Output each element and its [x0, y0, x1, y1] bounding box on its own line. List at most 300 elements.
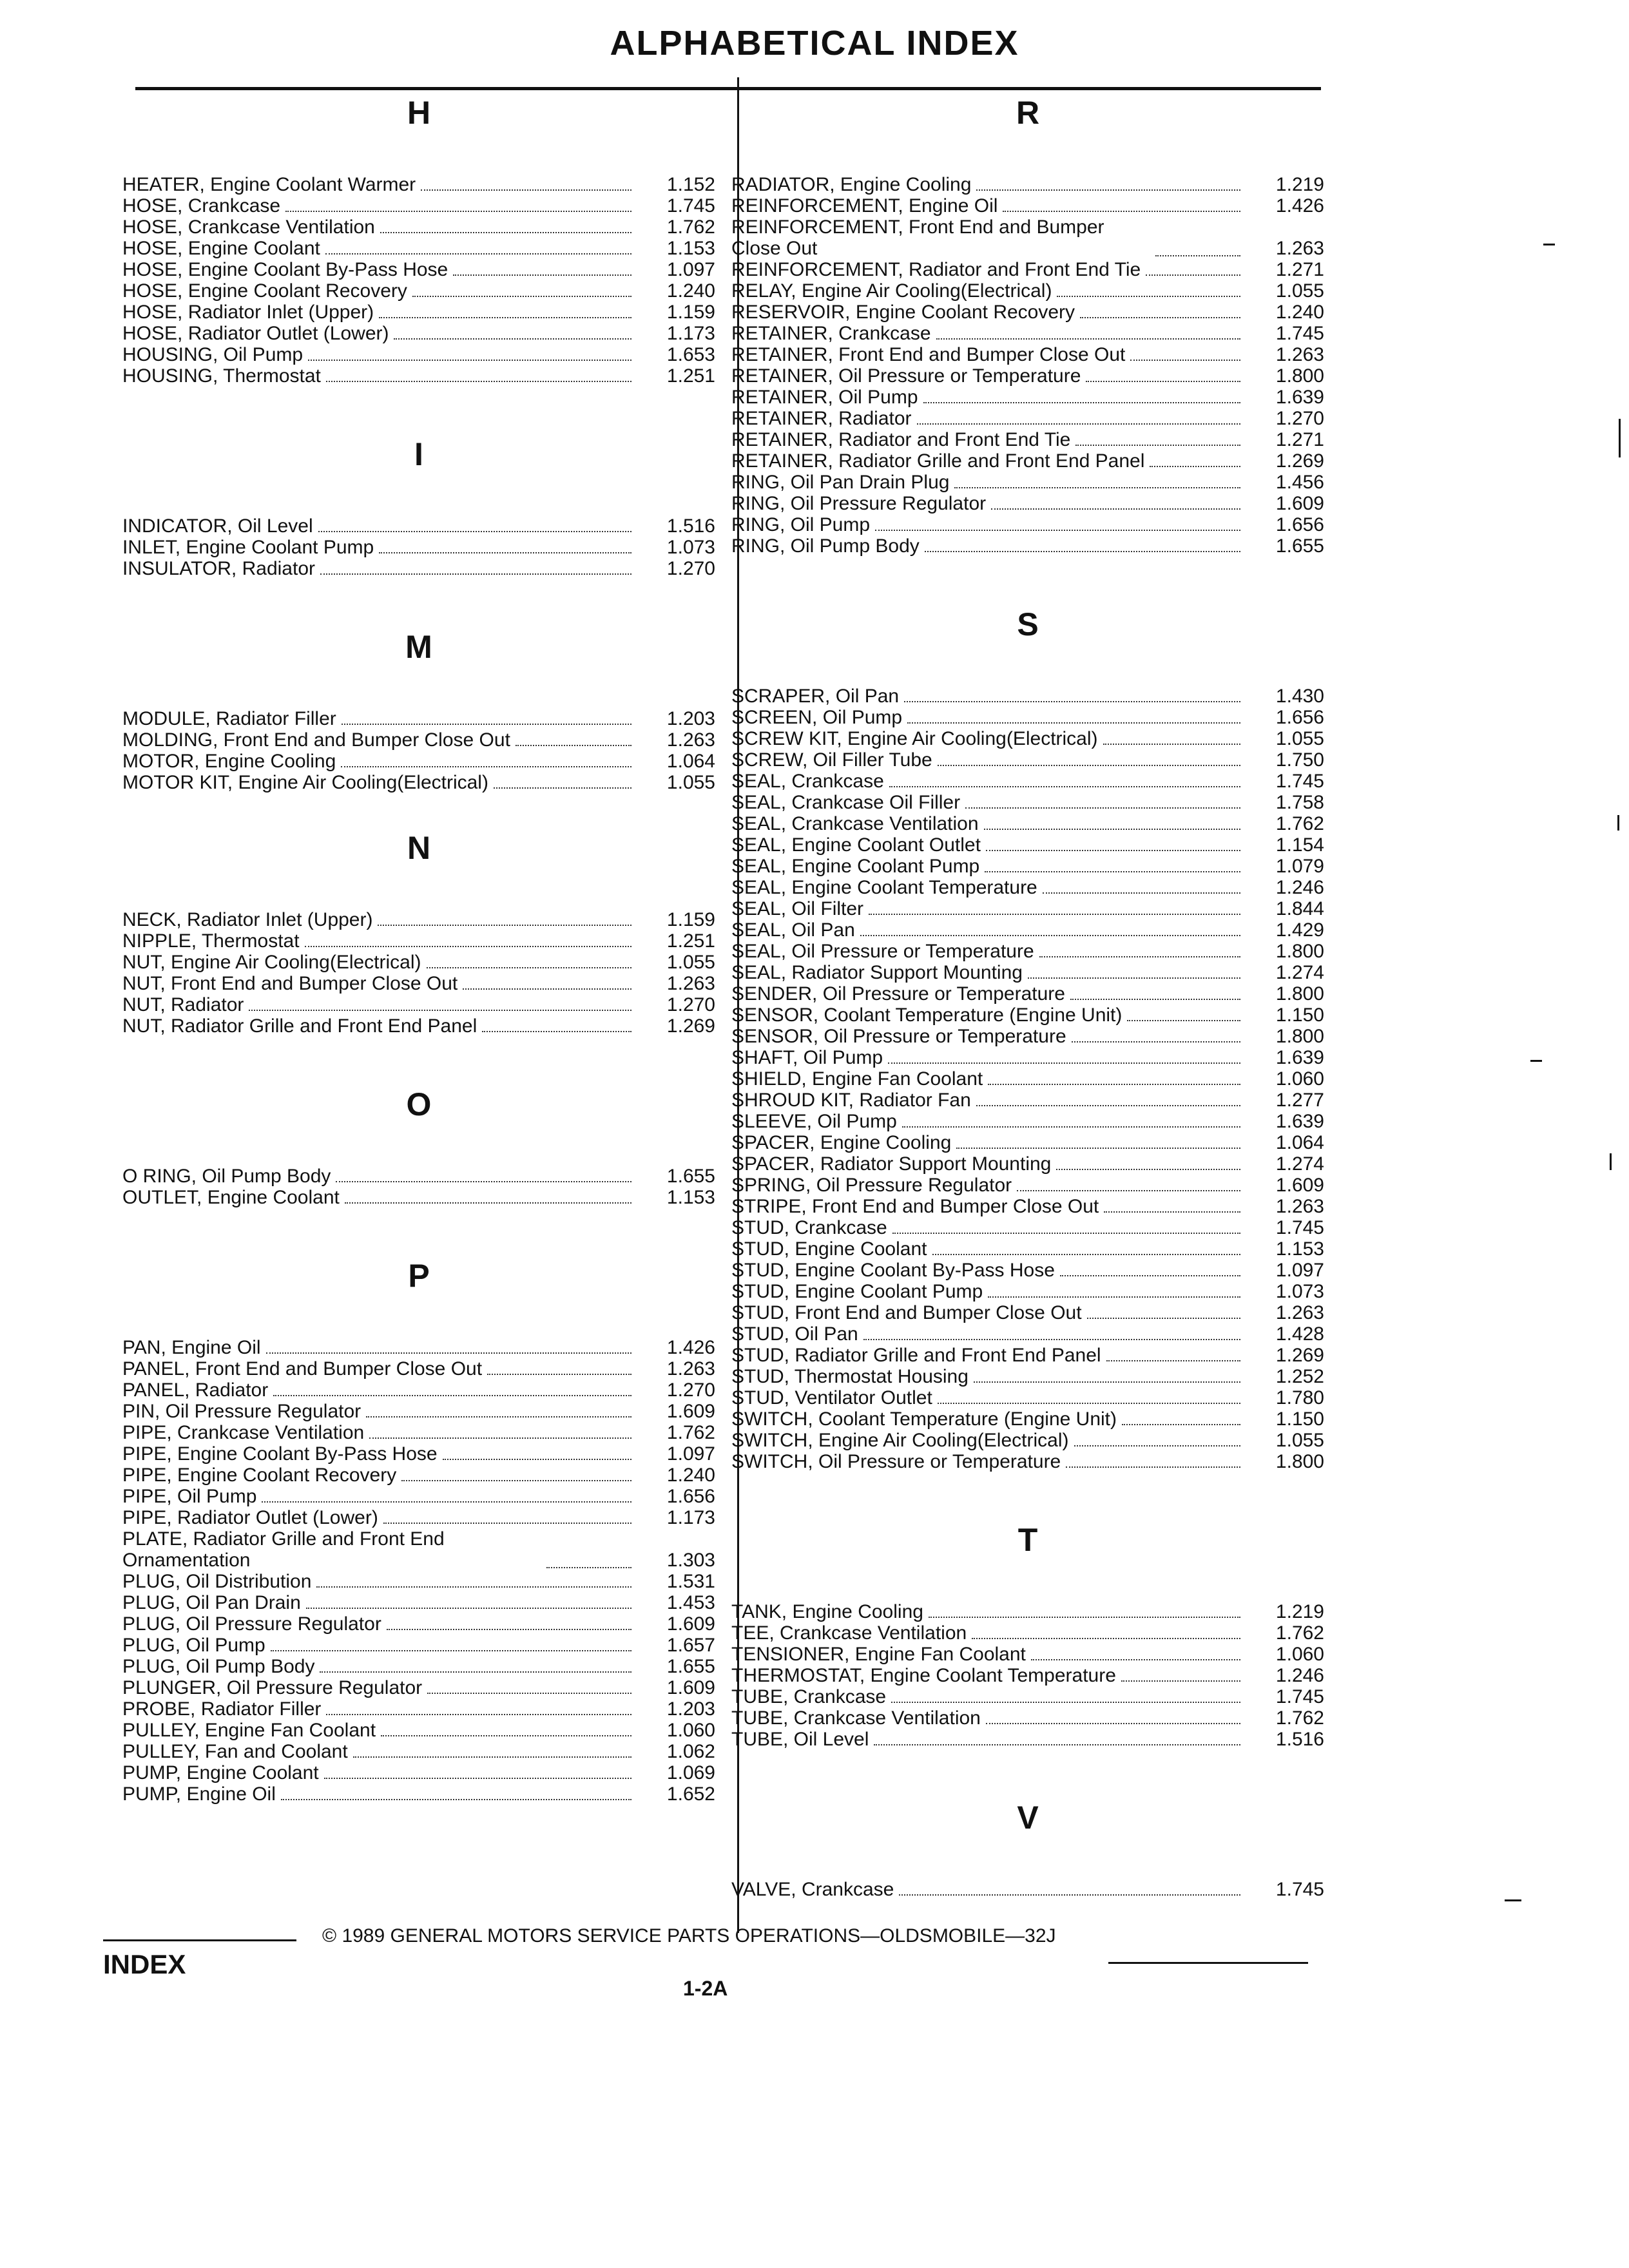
left-column [122, 84, 715, 1805]
index-entry [731, 472, 1324, 493]
index-section [731, 1511, 1324, 1750]
entry-reference: 1.762 [666, 1422, 715, 1443]
entry-name: PUMP, Engine Coolant [122, 1762, 319, 1783]
index-entry [122, 1571, 715, 1592]
dot-leader [938, 758, 1240, 766]
dot-leader [1150, 459, 1240, 467]
index-entry [731, 1345, 1324, 1366]
dot-leader [1070, 992, 1240, 1000]
entry-name: VALVE, Crankcase [731, 1879, 894, 1900]
entry-name: PLUG, Oil Distribution [122, 1571, 312, 1592]
dot-leader [899, 1888, 1240, 1896]
index-entry [731, 365, 1324, 387]
entry-reference: 1.274 [1275, 962, 1324, 983]
entry-reference: 1.762 [1275, 813, 1324, 834]
index-entry [122, 1677, 715, 1698]
index-entry [731, 1601, 1324, 1622]
entry-reference: 1.456 [1275, 472, 1324, 493]
dot-leader [394, 332, 631, 340]
entry-reference: 1.762 [666, 216, 715, 238]
dot-leader [305, 939, 631, 947]
index-entry [731, 728, 1324, 749]
entry-reference: 1.159 [666, 302, 715, 323]
entry-reference: 1.653 [666, 344, 715, 365]
dot-leader [976, 1099, 1240, 1106]
dot-leader [891, 1695, 1240, 1703]
entry-name: SCREW KIT, Engine Air Cooling(Electrical) [731, 728, 1098, 749]
index-entry [122, 216, 715, 238]
entry-name: MOTOR, Engine Cooling [122, 751, 336, 772]
dot-leader [986, 843, 1240, 851]
dot-leader [306, 1601, 631, 1609]
entry-name: SHROUD KIT, Radiator Fan [731, 1090, 971, 1111]
entry-name: RADIATOR, Engine Cooling [731, 174, 972, 195]
dot-leader [379, 311, 631, 318]
dot-leader [1127, 1014, 1240, 1021]
entry-name: SEAL, Radiator Support Mounting [731, 962, 1023, 983]
entry-name: RETAINER, Oil Pump [731, 387, 918, 408]
entry-reference: 1.203 [666, 1698, 715, 1720]
index-entry [122, 537, 715, 558]
index-section [122, 84, 715, 387]
index-entry [731, 1366, 1324, 1387]
dot-leader [869, 907, 1240, 915]
entry-reference: 1.652 [666, 1783, 715, 1805]
index-entry [122, 1337, 715, 1358]
entry-name: STUD, Engine Coolant Pump [731, 1281, 983, 1302]
index-entry [122, 1187, 715, 1208]
dot-leader [1039, 950, 1240, 957]
entry-reference: 1.655 [666, 1656, 715, 1677]
entry-name: INDICATOR, Oil Level [122, 515, 313, 537]
entry-reference: 1.655 [666, 1166, 715, 1187]
dot-leader [902, 1120, 1240, 1128]
index-entry [731, 1111, 1324, 1132]
entry-name: SCREEN, Oil Pump [731, 707, 903, 728]
entry-reference: 1.153 [666, 1187, 715, 1208]
index-entry [122, 930, 715, 952]
entry-name: INSULATOR, Radiator [122, 558, 315, 579]
index-entry [731, 302, 1324, 323]
entry-reference: 1.609 [666, 1613, 715, 1635]
entry-name: PUMP, Engine Oil [122, 1783, 276, 1805]
section-letter: M [405, 629, 432, 665]
entry-reference: 1.609 [1275, 493, 1324, 514]
entry-reference: 1.159 [666, 909, 715, 930]
dot-leader [907, 716, 1240, 724]
dot-leader [381, 1729, 631, 1736]
dot-leader [401, 1474, 631, 1481]
dot-leader [271, 1644, 631, 1651]
dot-leader [320, 1665, 631, 1673]
entry-name: NUT, Engine Air Cooling(Electrical) [122, 952, 421, 973]
section-letter: S [1017, 606, 1039, 642]
dot-leader [1130, 353, 1240, 361]
index-entry [731, 1238, 1324, 1260]
entry-name: STUD, Engine Coolant [731, 1238, 927, 1260]
entry-reference: 1.609 [666, 1677, 715, 1698]
index-entry [122, 1358, 715, 1379]
entry-reference: 1.780 [1275, 1387, 1324, 1408]
entry-reference: 1.203 [666, 708, 715, 729]
entry-name: PIN, Oil Pressure Regulator [122, 1401, 361, 1422]
index-entry [731, 792, 1324, 813]
dot-leader [336, 1175, 631, 1182]
index-entry [731, 387, 1324, 408]
entry-name: RETAINER, Radiator Grille and Front End Panel [731, 450, 1145, 472]
dot-leader [956, 1141, 1240, 1149]
footer-rule-right [1108, 1962, 1308, 1964]
index-section [731, 595, 1324, 1472]
entry-reference: 1.064 [666, 751, 715, 772]
entry-name: STUD, Thermostat Housing [731, 1366, 969, 1387]
entry-reference: 1.609 [1275, 1175, 1324, 1196]
index-section [122, 1247, 715, 1805]
dot-leader [1155, 249, 1240, 256]
dot-leader [986, 1716, 1240, 1724]
dot-leader [904, 695, 1240, 702]
dot-leader [427, 1686, 631, 1694]
index-section [122, 425, 715, 579]
index-entry [122, 1507, 715, 1528]
index-entry [731, 1644, 1324, 1665]
entry-name: STUD, Ventilator Outlet [731, 1387, 932, 1408]
entry-reference: 1.656 [1275, 514, 1324, 535]
entry-name: NUT, Radiator Grille and Front End Panel [122, 1015, 477, 1037]
entry-name: PLUG, Oil Pressure Regulator [122, 1613, 381, 1635]
entry-reference: 1.426 [666, 1337, 715, 1358]
entry-name: SPACER, Radiator Support Mounting [731, 1153, 1052, 1175]
index-entry [731, 429, 1324, 450]
index-entry [731, 707, 1324, 728]
dot-leader [463, 982, 631, 990]
entry-name: SEAL, Engine Coolant Pump [731, 856, 980, 877]
entry-name: NUT, Front End and Bumper Close Out [122, 973, 458, 994]
entry-reference: 1.609 [666, 1401, 715, 1422]
entry-name: PULLEY, Engine Fan Coolant [122, 1720, 376, 1741]
dot-leader [991, 502, 1240, 510]
entry-name: SENSOR, Oil Pressure or Temperature [731, 1026, 1066, 1047]
entry-name: PAN, Engine Oil [122, 1337, 261, 1358]
entry-name: SENDER, Oil Pressure or Temperature [731, 983, 1065, 1004]
entry-name: TANK, Engine Cooling [731, 1601, 923, 1622]
entry-reference: 1.219 [1275, 174, 1324, 195]
dot-leader [889, 780, 1240, 787]
entry-name: SPACER, Engine Cooling [731, 1132, 952, 1153]
entry-name: SWITCH, Coolant Temperature (Engine Unit) [731, 1408, 1117, 1430]
dot-leader [1121, 1674, 1240, 1682]
dot-leader [427, 961, 631, 968]
index-entry [731, 1004, 1324, 1026]
entry-name: PLUNGER, Oil Pressure Regulator [122, 1677, 423, 1698]
index-entry [731, 749, 1324, 771]
entry-reference: 1.639 [1275, 1047, 1324, 1068]
index-entry [731, 1729, 1324, 1750]
entry-reference: 1.060 [666, 1720, 715, 1741]
index-entry [731, 1132, 1324, 1153]
dot-leader [366, 1410, 631, 1418]
dot-leader [1056, 1162, 1240, 1170]
index-entry [731, 1879, 1324, 1900]
dot-leader [938, 1396, 1240, 1404]
dot-leader [954, 481, 1240, 488]
dot-leader [1066, 1460, 1240, 1468]
dot-leader [273, 1389, 631, 1396]
entry-name: INLET, Engine Coolant Pump [122, 537, 374, 558]
entry-reference: 1.271 [1275, 259, 1324, 280]
entry-reference: 1.745 [1275, 323, 1324, 344]
index-entry [122, 1592, 715, 1613]
dot-leader [378, 918, 631, 926]
entry-reference: 1.531 [666, 1571, 715, 1592]
index-entry [731, 1026, 1324, 1047]
entry-reference: 1.270 [666, 994, 715, 1015]
dot-leader [1017, 1184, 1240, 1191]
index-entry [731, 174, 1324, 195]
entry-reference: 1.263 [666, 729, 715, 751]
index-entry [122, 238, 715, 259]
index-section [122, 618, 715, 793]
dot-leader [974, 1375, 1240, 1383]
entry-name: STUD, Front End and Bumper Close Out [731, 1302, 1082, 1323]
index-entry [122, 365, 715, 387]
index-entry [731, 1408, 1324, 1430]
entry-name: RETAINER, Oil Pressure or Temperature [731, 365, 1081, 387]
index-entry [731, 983, 1324, 1004]
index-entry [122, 302, 715, 323]
entry-reference: 1.150 [1275, 1408, 1324, 1430]
dot-leader [421, 183, 631, 191]
index-entry [731, 450, 1324, 472]
entry-reference: 1.516 [666, 515, 715, 537]
dot-leader [380, 226, 631, 233]
entry-name: PANEL, Front End and Bumper Close Out [122, 1358, 483, 1379]
dot-leader [482, 1024, 631, 1032]
dot-leader [1075, 438, 1240, 446]
index-entry [122, 1486, 715, 1507]
entry-name: REINFORCEMENT, Engine Oil [731, 195, 998, 216]
index-entry [122, 973, 715, 994]
entry-reference: 1.073 [1275, 1281, 1324, 1302]
entry-reference: 1.657 [666, 1635, 715, 1656]
index-entry [731, 686, 1324, 707]
entry-reference: 1.656 [666, 1486, 715, 1507]
entry-name: RING, Oil Pump [731, 514, 871, 535]
index-entry [731, 323, 1324, 344]
entry-name: SEAL, Crankcase Oil Filler [731, 792, 961, 813]
entry-name: MOTOR KIT, Engine Air Cooling(Electrical) [122, 772, 488, 793]
entry-name: HOSE, Crankcase Ventilation [122, 216, 375, 238]
entry-name: PULLEY, Fan and Coolant [122, 1741, 348, 1762]
index-entry [122, 1528, 715, 1571]
entry-reference: 1.055 [666, 772, 715, 793]
entry-name: TEE, Crankcase Ventilation [731, 1622, 967, 1644]
entry-reference: 1.270 [666, 558, 715, 579]
index-entry [122, 344, 715, 365]
section-letter: H [407, 95, 431, 131]
index-entry [122, 1762, 715, 1783]
dot-leader [249, 1003, 631, 1011]
dot-leader [1104, 1205, 1240, 1213]
index-entry [122, 1613, 715, 1635]
dot-leader [1146, 268, 1240, 276]
dot-leader [1031, 1653, 1240, 1660]
index-entry [731, 1153, 1324, 1175]
dot-leader [383, 1516, 631, 1524]
index-entry [122, 1720, 715, 1741]
scan-mark [1505, 1899, 1521, 1901]
entry-reference: 1.097 [666, 259, 715, 280]
entry-name: MOLDING, Front End and Bumper Close Out [122, 729, 510, 751]
dot-leader [326, 1707, 631, 1715]
entry-reference: 1.800 [1275, 1451, 1324, 1472]
dot-leader [1086, 374, 1240, 382]
index-entry [731, 1281, 1324, 1302]
entry-reference: 1.263 [1275, 1196, 1324, 1217]
entry-reference: 1.800 [1275, 1026, 1324, 1047]
entry-reference: 1.263 [1275, 1302, 1324, 1323]
footer-rule-left [103, 1939, 296, 1941]
dot-leader [863, 1332, 1240, 1340]
dot-leader [341, 760, 631, 767]
index-entry [122, 195, 715, 216]
entry-name: PROBE, Radiator Filler [122, 1698, 322, 1720]
entry-name: O RING, Oil Pump Body [122, 1166, 331, 1187]
section-letter: V [1017, 1800, 1039, 1836]
index-entry [731, 1196, 1324, 1217]
entry-reference: 1.055 [1275, 280, 1324, 302]
dot-leader [1103, 737, 1240, 745]
entry-reference: 1.150 [1275, 1004, 1324, 1026]
index-entry [122, 1783, 715, 1805]
entry-name: PANEL, Radiator [122, 1379, 269, 1401]
index-entry [731, 1451, 1324, 1472]
entry-name: RETAINER, Radiator [731, 408, 912, 429]
index-entry [122, 751, 715, 772]
entry-reference: 1.745 [1275, 1217, 1324, 1238]
index-entry [731, 1090, 1324, 1111]
entry-name: STUD, Oil Pan [731, 1323, 858, 1345]
index-entry [122, 515, 715, 537]
dot-leader [1080, 311, 1240, 318]
entry-reference: 1.152 [666, 174, 715, 195]
entry-name: STUD, Engine Coolant By-Pass Hose [731, 1260, 1055, 1281]
dot-leader [892, 1226, 1240, 1234]
entry-reference: 1.055 [666, 952, 715, 973]
entry-reference: 1.639 [1275, 1111, 1324, 1132]
index-entry [731, 1260, 1324, 1281]
entry-reference: 1.270 [1275, 408, 1324, 429]
entry-reference: 1.060 [1275, 1644, 1324, 1665]
dot-leader [316, 1580, 631, 1588]
index-entry [731, 1387, 1324, 1408]
entry-reference: 1.428 [1275, 1323, 1324, 1345]
entry-name: RETAINER, Crankcase [731, 323, 931, 344]
dot-leader [1074, 1439, 1241, 1446]
dot-leader [888, 1056, 1240, 1064]
entry-reference: 1.263 [1275, 344, 1324, 365]
dot-leader [353, 1750, 631, 1758]
entry-name: SLEEVE, Oil Pump [731, 1111, 897, 1132]
entry-reference: 1.246 [1275, 1665, 1324, 1686]
entry-name: PLATE, Radiator Grille and Front End Ornamentation [122, 1528, 445, 1571]
dot-leader [875, 523, 1240, 531]
entry-reference: 1.173 [666, 1507, 715, 1528]
entry-reference: 1.153 [666, 238, 715, 259]
entry-reference: 1.303 [666, 1550, 715, 1571]
entry-name: RETAINER, Radiator and Front End Tie [731, 429, 1071, 450]
index-entry [731, 834, 1324, 856]
index-section [122, 1075, 715, 1208]
page-title: ALPHABETICAL INDEX [610, 24, 1019, 62]
entry-name: TUBE, Oil Level [731, 1729, 869, 1750]
entry-name: STUD, Radiator Grille and Front End Panel [731, 1345, 1101, 1366]
entry-reference: 1.062 [666, 1741, 715, 1762]
dot-leader [308, 353, 631, 361]
entry-reference: 1.269 [1275, 1345, 1324, 1366]
entry-reference: 1.429 [1275, 919, 1324, 941]
index-entry [731, 1068, 1324, 1090]
dot-leader [860, 928, 1240, 936]
index-entry [122, 558, 715, 579]
index-entry [122, 280, 715, 302]
entry-reference: 1.655 [1275, 535, 1324, 557]
index-entry [731, 1302, 1324, 1323]
index-entry [122, 1635, 715, 1656]
entry-reference: 1.263 [666, 1358, 715, 1379]
index-entry [122, 708, 715, 729]
dot-leader [281, 1792, 631, 1800]
index-entry [122, 994, 715, 1015]
entry-name: PIPE, Oil Pump [122, 1486, 257, 1507]
entry-name: SHAFT, Oil Pump [731, 1047, 883, 1068]
dot-leader [965, 801, 1240, 809]
dot-leader [487, 1367, 631, 1375]
index-entry [731, 1217, 1324, 1238]
entry-reference: 1.745 [666, 195, 715, 216]
dot-leader [266, 1346, 631, 1354]
index-entry [731, 941, 1324, 962]
entry-name: HOUSING, Thermostat [122, 365, 321, 387]
dot-leader [923, 396, 1241, 403]
entry-name: SHIELD, Engine Fan Coolant [731, 1068, 983, 1090]
entry-reference: 1.064 [1275, 1132, 1324, 1153]
entry-name: HOSE, Radiator Outlet (Lower) [122, 323, 389, 344]
dot-leader [1106, 1354, 1240, 1361]
entry-name: RING, Oil Pressure Regulator [731, 493, 987, 514]
dot-leader [324, 1771, 631, 1779]
entry-name: SENSOR, Coolant Temperature (Engine Unit) [731, 1004, 1123, 1026]
entry-reference: 1.800 [1275, 941, 1324, 962]
entry-reference: 1.277 [1275, 1090, 1324, 1111]
index-entry [731, 195, 1324, 216]
dot-leader [342, 717, 631, 725]
entry-name: RESERVOIR, Engine Coolant Recovery [731, 302, 1075, 323]
section-letter: N [407, 830, 431, 866]
dot-leader [387, 1622, 631, 1630]
dot-leader [936, 332, 1240, 340]
entry-reference: 1.516 [1275, 1729, 1324, 1750]
index-entry [122, 1656, 715, 1677]
index-entry [731, 1622, 1324, 1644]
index-entry [122, 1015, 715, 1037]
index-entry [731, 1175, 1324, 1196]
entry-reference: 1.269 [666, 1015, 715, 1037]
entry-name: THERMOSTAT, Engine Coolant Temperature [731, 1665, 1116, 1686]
dot-leader [443, 1452, 631, 1460]
dot-leader [976, 183, 1240, 191]
index-entry [731, 259, 1324, 280]
